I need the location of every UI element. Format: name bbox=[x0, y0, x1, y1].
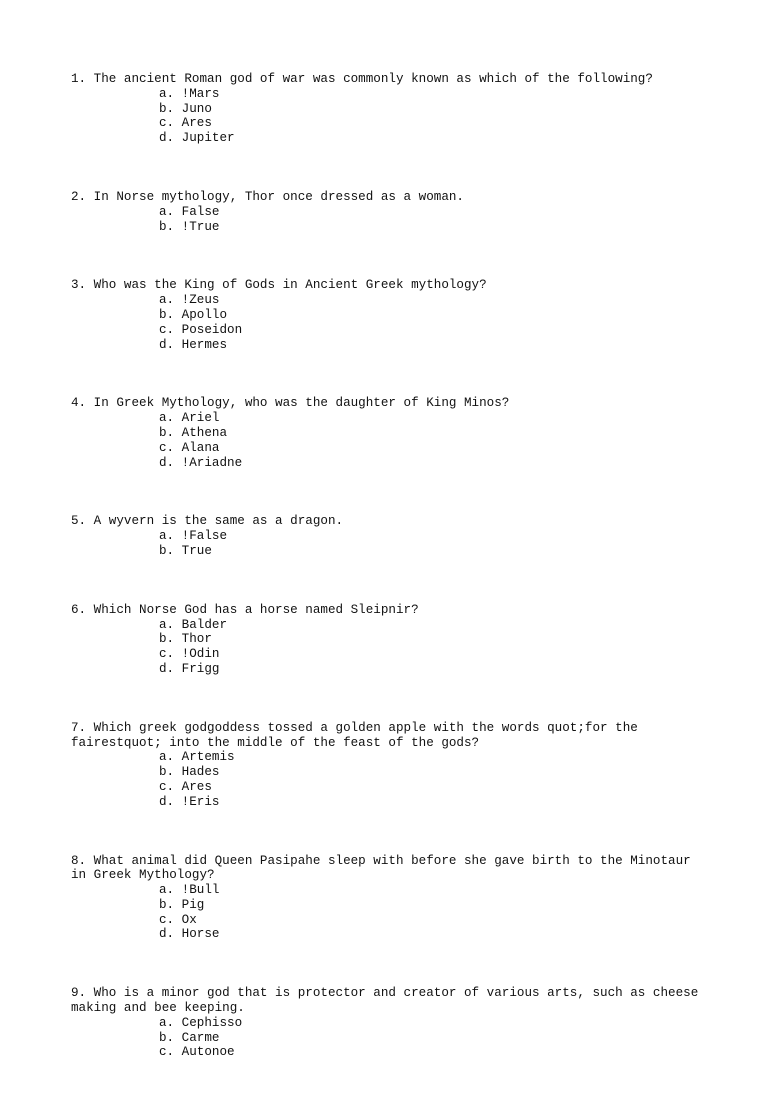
answer-option: c. Ares bbox=[159, 779, 212, 794]
answer-option: a. !Bull bbox=[159, 883, 220, 898]
question-9 bbox=[71, 986, 711, 1060]
answer-option: d. Jupiter bbox=[159, 131, 235, 146]
answer-option: b. Athena bbox=[159, 425, 228, 440]
question-2 bbox=[71, 190, 711, 234]
answer-option: c. Poseidon bbox=[159, 322, 243, 337]
answer-option: d. !Eris bbox=[159, 794, 220, 809]
answer-options bbox=[71, 883, 711, 942]
question-7 bbox=[71, 721, 711, 810]
answer-option: b. Pig bbox=[159, 897, 205, 912]
answer-options bbox=[71, 411, 711, 470]
question-6 bbox=[71, 603, 711, 677]
quiz-document bbox=[71, 72, 711, 1104]
answer-options bbox=[71, 205, 711, 235]
answer-option: a. !Mars bbox=[159, 86, 220, 101]
answer-options bbox=[71, 293, 711, 352]
question-text: 5. A wyvern is the same as a dragon. bbox=[71, 514, 344, 529]
answer-option: c. !Odin bbox=[159, 647, 220, 662]
answer-option: a. False bbox=[159, 204, 220, 219]
question-text: 6. Which Norse God has a horse named Sleipnir? bbox=[71, 602, 419, 617]
answer-option: c. Alana bbox=[159, 440, 220, 455]
answer-options bbox=[71, 618, 711, 677]
answer-options bbox=[71, 87, 711, 146]
question-text: 2. In Norse mythology, Thor once dressed as a woman. bbox=[71, 189, 464, 204]
answer-option: a. !Zeus bbox=[159, 293, 220, 308]
question-1 bbox=[71, 72, 711, 146]
question-3 bbox=[71, 278, 711, 352]
answer-option: b. Juno bbox=[159, 101, 212, 116]
question-5 bbox=[71, 514, 711, 558]
answer-option: a. Balder bbox=[159, 617, 228, 632]
answer-option: a. Cephisso bbox=[159, 1015, 243, 1030]
answer-option: a. Ariel bbox=[159, 411, 220, 426]
answer-option: b. True bbox=[159, 543, 212, 558]
answer-option: b. Hades bbox=[159, 765, 220, 780]
answer-option: b. !True bbox=[159, 219, 220, 234]
answer-option: b. Apollo bbox=[159, 307, 228, 322]
answer-option: d. !Ariadne bbox=[159, 455, 243, 470]
answer-option: a. !False bbox=[159, 529, 228, 544]
answer-option: b. Thor bbox=[159, 632, 212, 647]
question-text: 7. Which greek godgoddess tossed a golden apple with the words quot;for the fairestquot; into the middle of the feast of the gods? bbox=[71, 720, 638, 750]
answer-option: d. Frigg bbox=[159, 661, 220, 676]
answer-option: a. Artemis bbox=[159, 750, 235, 765]
answer-options bbox=[71, 750, 711, 809]
answer-options bbox=[71, 529, 711, 559]
question-text: 8. What animal did Queen Pasipahe sleep with before she gave birth to the Minotaur in Greek Mythology? bbox=[71, 853, 691, 883]
answer-option: d. Hermes bbox=[159, 337, 228, 352]
answer-option: c. Ox bbox=[159, 912, 197, 927]
question-text: 9. Who is a minor god that is protector and creator of various arts, such as cheese making and bee keeping. bbox=[71, 986, 699, 1016]
question-text: 1. The ancient Roman god of war was commonly known as which of the following? bbox=[71, 72, 653, 86]
answer-option: d. Horse bbox=[159, 927, 220, 942]
question-4 bbox=[71, 396, 711, 470]
question-8 bbox=[71, 854, 711, 943]
answer-option: c. Autonoe bbox=[159, 1045, 235, 1060]
question-text: 4. In Greek Mythology, who was the daughter of King Minos? bbox=[71, 396, 510, 411]
answer-options bbox=[71, 1016, 711, 1060]
answer-option: c. Ares bbox=[159, 116, 212, 131]
question-text: 3. Who was the King of Gods in Ancient Greek mythology? bbox=[71, 278, 487, 293]
answer-option: b. Carme bbox=[159, 1030, 220, 1045]
